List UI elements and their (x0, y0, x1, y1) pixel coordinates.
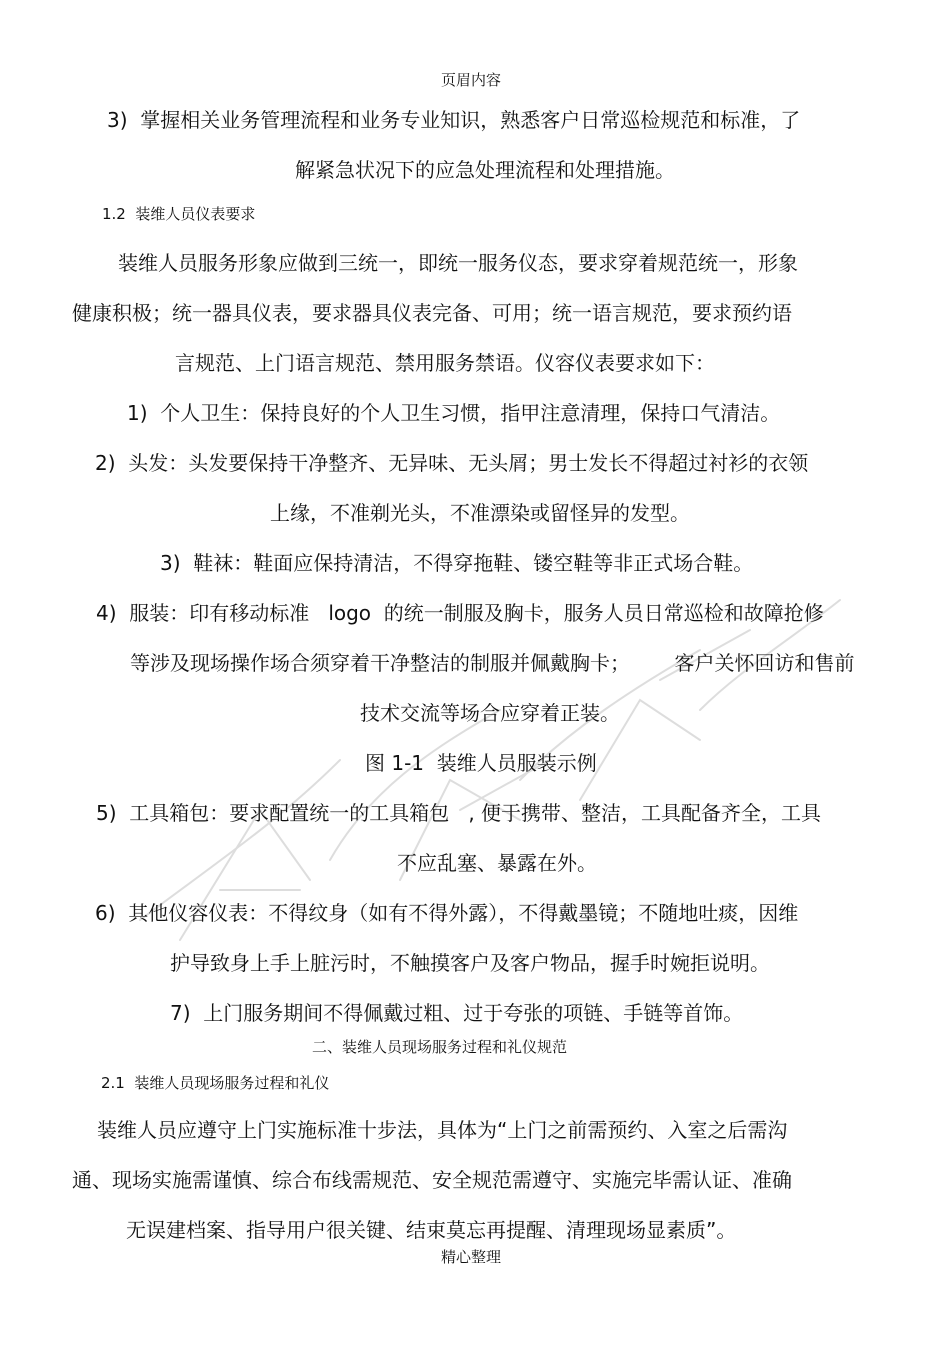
figure-caption: 图 1-1 装维人员服装示例 (365, 751, 597, 775)
section-heading: 1.2 装维人员仪表要求 (102, 205, 256, 223)
body-line: 5) 工具箱包：要求配置统一的工具箱包 , 便于携带、整洁，工具配备齐全，工具 (96, 801, 822, 825)
body-line: 护导致身上手上脏污时，不触摸客户及客户物品，握手时婉拒说明。 (170, 951, 770, 975)
body-line: 健康积极；统一器具仪表，要求器具仪表完备、可用；统一语言规范，要求预约语 (72, 301, 792, 325)
body-line: 6) 其他仪容仪表：不得纹身（如有不得外露），不得戴墨镜；不随地吐痰，因维 (95, 901, 799, 925)
section-heading: 2.1 装维人员现场服务过程和礼仪 (101, 1074, 330, 1092)
body-line: 等涉及现场操作场合须穿着干净整洁的制服并佩戴胸卡； 客户关怀回访和售前 (130, 651, 855, 675)
body-line: 不应乱塞、暴露在外。 (397, 851, 597, 875)
body-line: 3) 鞋袜：鞋面应保持清洁，不得穿拖鞋、镂空鞋等非正式场合鞋。 (160, 551, 754, 575)
body-line: 上缘，不准剃光头，不准漂染或留怪异的发型。 (270, 501, 690, 525)
body-line: 无误建档案、指导用户很关键、结束莫忘再提醒、清理现场显素质”。 (126, 1218, 737, 1242)
body-line: 装维人员应遵守上门实施标准十步法，具体为“上门之前需预约、入室之后需沟 (97, 1118, 788, 1142)
page-footer: 精心整理 (441, 1248, 502, 1266)
body-line: 言规范、上门语言规范、禁用服务禁语。仪容仪表要求如下： (175, 351, 715, 375)
body-line: 2) 头发：头发要保持干净整齐、无异味、无头屑；男士发长不得超过衬衫的衣领 (95, 451, 809, 475)
body-line: 技术交流等场合应穿着正装。 (360, 701, 620, 725)
body-line: 通、现场实施需谨慎、综合布线需规范、安全规范需遵守、实施完毕需认证、准确 (72, 1168, 792, 1192)
body-line: 解紧急状况下的应急处理流程和处理措施。 (295, 158, 675, 182)
body-line: 1) 个人卫生：保持良好的个人卫生习惯，指甲注意清理，保持口气清洁。 (127, 401, 781, 425)
page-header: 页眉内容 (441, 71, 502, 89)
chapter-heading: 二、装维人员现场服务过程和礼仪规范 (312, 1038, 568, 1056)
body-line: 装维人员服务形象应做到三统一，即统一服务仪态，要求穿着规范统一，形象 (118, 251, 798, 275)
body-line: 4) 服装：印有移动标准 logo 的统一制服及胸卡，服务人员日常巡检和故障抢修 (96, 601, 824, 625)
body-line: 7) 上门服务期间不得佩戴过粗、过于夸张的项链、手链等首饰。 (170, 1001, 744, 1025)
body-line: 3) 掌握相关业务管理流程和业务专业知识，熟悉客户日常巡检规范和标准，了 (107, 108, 801, 132)
